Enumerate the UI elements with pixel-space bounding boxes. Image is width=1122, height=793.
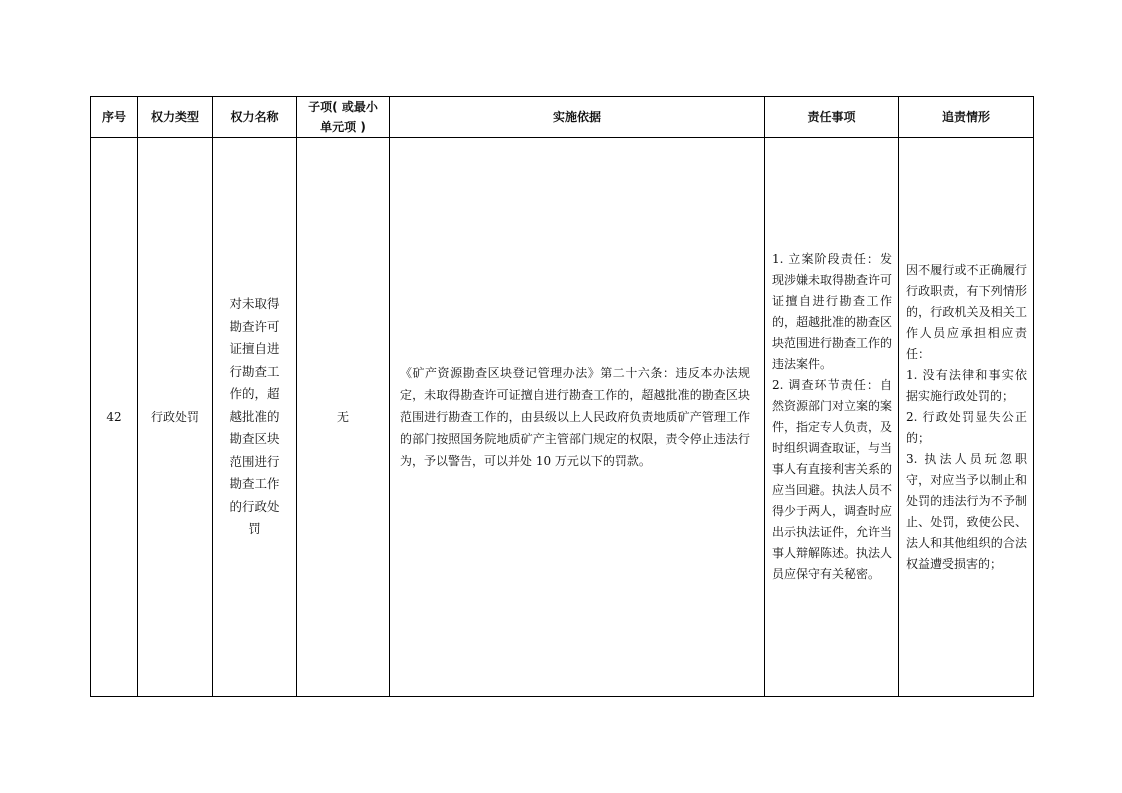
- accountability-list: [899, 260, 1033, 575]
- cell-power-name: [213, 138, 297, 697]
- cell-seq: 42: [91, 138, 138, 697]
- cell-accountability: [899, 138, 1034, 697]
- responsibility-list: [765, 249, 898, 585]
- accountability-item: 3. 执法人员玩忽职守，对应当予以制止和处罚的违法行为不予制止、处罚，致使公民、法人和其他组织的合法权益遭受损害的；: [906, 451, 1027, 571]
- header-accountability: 追责情形: [899, 97, 1034, 138]
- power-list-table: [90, 96, 1034, 697]
- header-responsibility: 责任事项: [765, 97, 899, 138]
- header-sub-item-text: 子项( 或最小单元项 ): [308, 100, 378, 134]
- responsibility-item: 2. 调查环节责任：自然资源部门对立案的案件，指定专人负责，及时组织调查取证，与当事人有直接利害关系的应当回避。执法人员不得少于两人，调查时应出示执法证件，允许当事人辩解陈述。执法人员应保守有关秘密。: [772, 378, 893, 581]
- cell-responsibility: [765, 138, 899, 697]
- header-power-name: 权力名称: [213, 97, 297, 138]
- table-row: [91, 138, 1034, 697]
- cell-sub-item: 无: [297, 138, 390, 697]
- header-row: [91, 97, 1034, 138]
- header-seq: 序号: [91, 97, 138, 138]
- header-sub-item: [297, 97, 390, 138]
- accountability-item: 1. 没有法律和事实依据实施行政处罚的；: [906, 367, 1027, 403]
- accountability-item: 因不履行或不正确履行行政职责，有下列情形的，行政机关及相关工作人员应承担相应责任：: [906, 262, 1027, 361]
- cell-power-type: 行政处罚: [138, 138, 213, 697]
- cell-basis: [390, 138, 765, 697]
- header-basis: 实施依据: [390, 97, 765, 138]
- header-power-type: 权力类型: [138, 97, 213, 138]
- power-name-text: 对未取得勘查许可证擅自进行勘查工作的，超越批准的勘查区块范围进行勘查工作的行政处罚: [229, 296, 280, 537]
- accountability-item: 2. 行政处罚显失公正的；: [906, 409, 1027, 445]
- basis-text: 《矿产资源勘查区块登记管理办法》第二十六条：违反本办法规定，未取得勘查许可证擅自进行勘查工作的，超越批准的勘查区块范围进行勘查工作的，由县级以上人民政府负责地质矿产管理工作的部门按照国务院地质矿产主管部门规定的权限，责令停止违法行为，予以警告，可以并处 10 万元以下的罚款。: [400, 366, 750, 468]
- responsibility-item: 1. 立案阶段责任：发现涉嫌未取得勘查许可证擅自进行勘查工作的，超越批准的勘查区块范围进行勘查工作的违法案件。: [772, 252, 893, 371]
